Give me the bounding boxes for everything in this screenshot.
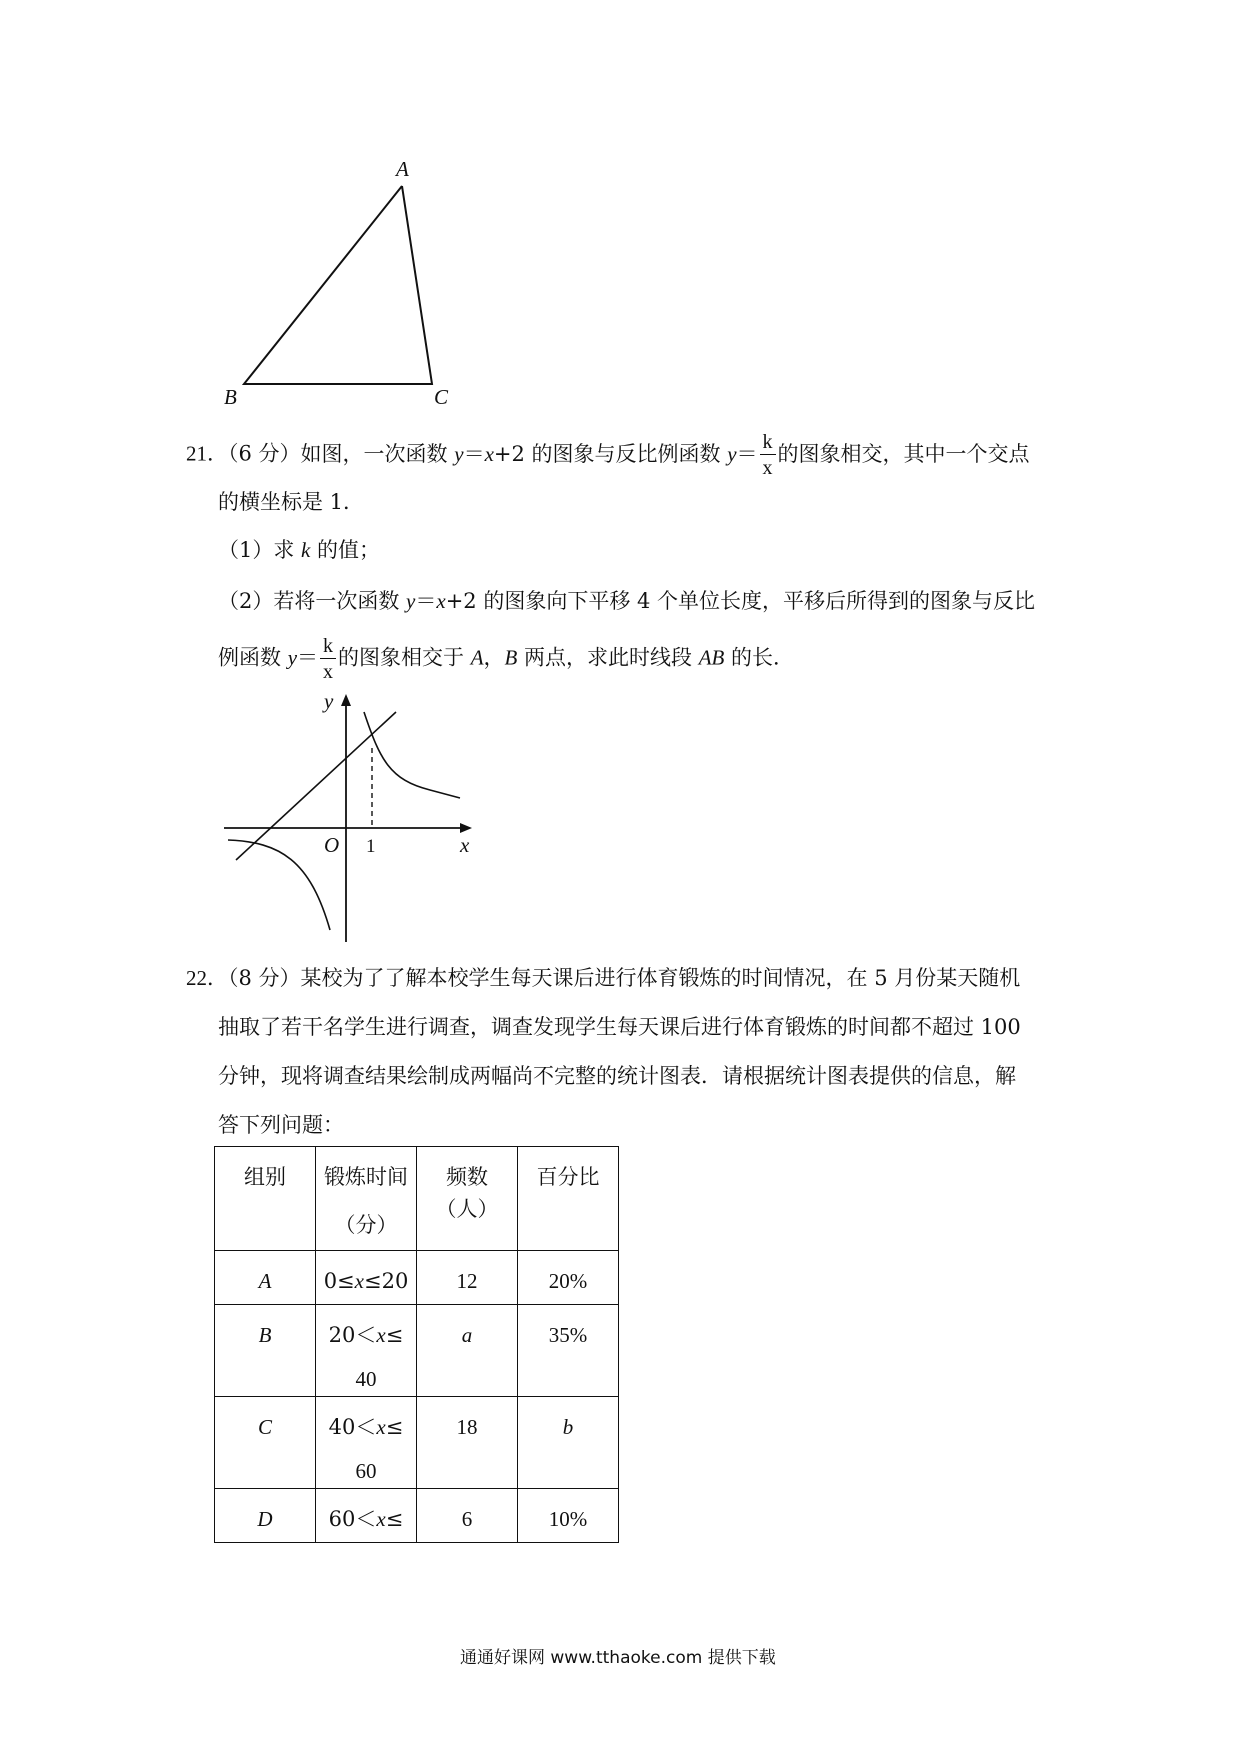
- header-group: 组别: [215, 1147, 316, 1251]
- math-variable: k: [301, 538, 311, 562]
- table-header-row: [215, 1147, 619, 1251]
- hyperbola-branch-q1: [364, 712, 460, 798]
- q22-line4: 答下列问题：: [218, 1113, 344, 1137]
- math-variable: x: [376, 1507, 386, 1531]
- q21-line1: [186, 432, 1030, 478]
- cell-percentage: 20%: [518, 1251, 619, 1305]
- q22-score: （8 分）: [228, 966, 301, 990]
- cell-percentage: 35%: [518, 1305, 619, 1397]
- math-variable: x: [484, 441, 494, 466]
- cell-group: A: [215, 1251, 316, 1305]
- table-row-d: [215, 1489, 619, 1543]
- fraction: $\frac{k}{x}$: [760, 432, 776, 478]
- q22-line2: 抽取了若干名学生进行调查，调查发现学生每天课后进行体育锻炼的时间都不超过 100: [218, 1015, 1021, 1039]
- cell-frequency: 18: [417, 1397, 518, 1489]
- triangle-figure: [210, 150, 470, 410]
- math-variable: x: [354, 1269, 364, 1293]
- math-variable: y: [287, 645, 298, 670]
- math-variable: x: [436, 589, 446, 613]
- triangle-edges: [244, 186, 432, 384]
- q21-number: 21．: [186, 441, 228, 466]
- function-graph: [220, 690, 480, 945]
- cell-time: 40＜x≤ 60: [316, 1397, 417, 1489]
- cell-group: C: [215, 1397, 316, 1489]
- q21-line1-rich: 如图，一次函数 y＝x+2 的图象与反比例函数 y＝ $\frac{k}{x}$ 的图象相交，其中一个交点: [300, 431, 1030, 479]
- cell-time: 60＜x≤: [316, 1489, 417, 1543]
- tick-label-1: 1: [366, 836, 376, 857]
- math-variable: x: [376, 1323, 386, 1347]
- header-frequency: 频数（人）: [417, 1147, 518, 1251]
- vertex-label-a: A: [396, 157, 409, 181]
- math-variable: y: [454, 441, 464, 466]
- q22-line1-text: 某校为了了解本校学生每天课后进行体育锻炼的时间情况，在 5 月份某天随机: [300, 966, 1021, 990]
- cell-percentage: 10%: [518, 1489, 619, 1543]
- fraction: $\frac{k}{x}$: [320, 636, 336, 682]
- cell-time: 0≤x≤20: [316, 1251, 417, 1305]
- q21-part2-line2: 例函数 y＝ $\frac{k}{x}$ 的图象相交于 A，B 两点，求此时线段 AB 的长．: [218, 635, 795, 683]
- math-variable: B: [504, 645, 518, 670]
- vertex-label-b: B: [224, 385, 237, 409]
- origin-label: O: [324, 833, 340, 857]
- cell-frequency: 6: [417, 1489, 518, 1543]
- y-axis-arrow: [341, 694, 351, 706]
- q22-line1: [186, 968, 1020, 989]
- math-variable: y: [727, 441, 737, 466]
- table-row-a: [215, 1251, 619, 1305]
- table-row-c: [215, 1397, 619, 1489]
- exercise-time-table: [214, 1146, 619, 1543]
- x-axis-label: x: [460, 833, 470, 857]
- page-footer: 通通好课网 www.tthaoke.com 提供下载: [460, 1648, 776, 1668]
- math-variable: AB: [698, 645, 725, 670]
- cell-percentage: b: [518, 1397, 619, 1489]
- cell-frequency: 12: [417, 1251, 518, 1305]
- math-variable: x: [376, 1415, 386, 1439]
- cell-group: B: [215, 1305, 316, 1397]
- cell-time: 20＜x≤ 40: [316, 1305, 417, 1397]
- header-percentage: 百分比: [518, 1147, 619, 1251]
- cell-frequency: a: [417, 1305, 518, 1397]
- vertex-label-c: C: [434, 385, 449, 409]
- q21-score: （6 分）: [228, 441, 301, 466]
- table-row-b: [215, 1305, 619, 1397]
- cell-group: D: [215, 1489, 316, 1543]
- q22-line3: 分钟，现将调查结果绘制成两幅尚不完整的统计图表．请根据统计图表提供的信息，解: [218, 1064, 1016, 1088]
- header-time: 锻炼时间 （分）: [316, 1147, 417, 1251]
- q21-part1: （1）求 k 的值；: [218, 538, 381, 562]
- q21-part2-line1: （2）若将一次函数 y＝x+2 的图象向下平移 4 个单位长度，平移后所得到的图象与反比: [218, 589, 1036, 613]
- x-axis-arrow: [460, 823, 472, 833]
- math-variable: y: [406, 589, 416, 613]
- math-variable: A: [470, 645, 484, 670]
- q21-line2: 的横坐标是 1．: [218, 490, 365, 514]
- y-axis-label: y: [324, 690, 334, 713]
- q22-number: 22．: [186, 966, 228, 990]
